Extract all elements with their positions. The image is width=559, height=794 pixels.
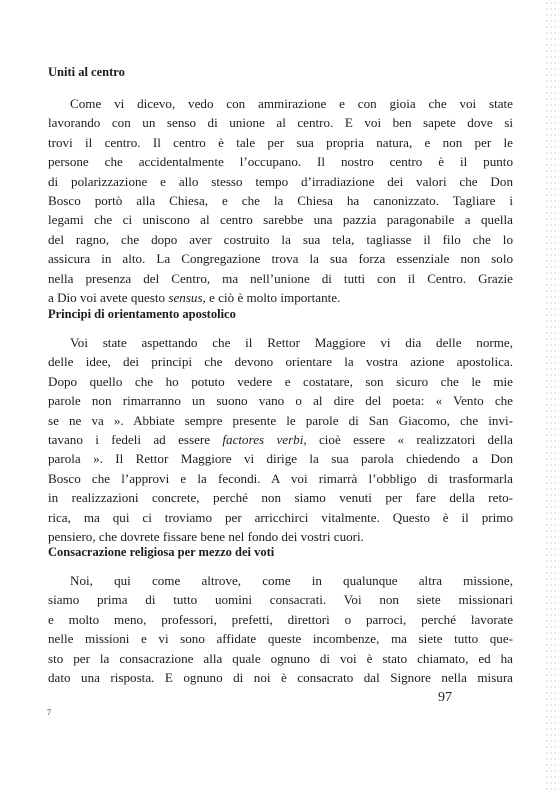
text-line: Bosco che l’approvi e la fecondi. A voi rimarrà l’obbligo di trasformarla: [48, 470, 513, 486]
paragraph-uniti-al-centro: [48, 94, 513, 307]
text-line: assicura in alto. La Congregazione trova la sua forza essenziale non solo: [48, 251, 513, 267]
text-line: legami che ci uniscono al centro sarebbe una pazzia paragonabile a quella: [48, 212, 513, 228]
text-line: sto per la consacrazione alla quale ognuno di voi è stato chiamato, ed ha: [48, 650, 513, 666]
section-heading-principi-di-orientamento: Principi di orientamento apostolico: [48, 307, 236, 321]
emphasized-term: sensus,: [168, 289, 206, 305]
text-line: lavorando con un senso di unione al centro. E voi ben sapete dove si: [48, 115, 513, 131]
text-line: del ragno, che dopo aver costruito la sua tela, tagliasse il filo che lo: [48, 231, 513, 247]
page-number: 97: [438, 690, 452, 705]
text-line: parole non rimarranno un suono vano o al dire del poeta: « Vento che: [48, 393, 513, 409]
text-line: trovi il centro. Il centro è tale per sua propria natura, e non per le: [48, 134, 513, 150]
text-line: Bosco portò alla Chiesa, e che la Chiesa ha canonizzato. Tagliare i: [48, 192, 513, 208]
text-line: a Dio voi avete questo sensus, e ciò è molto importante.: [48, 289, 341, 305]
text-line: siamo prima di tutto uomini consacrati. Voi non siete missionari: [48, 592, 513, 608]
text-line: Dopo quello che ho potuto vedere e costatare, son sicuro che le mie: [48, 373, 513, 389]
section-heading-consacrazione-religiosa: Consacrazione religiosa per mezzo dei voti: [48, 545, 275, 559]
text-line: rica, ma qui ci troviamo per arricchirci vitalmente. Questo è il primo: [48, 509, 513, 525]
paragraph-principi-di-orientamento: [48, 333, 513, 546]
paragraph-consacrazione-religiosa: [48, 571, 513, 687]
text-line: nella presenza del Centro, ma nell’unione di tutti con il Centro. Grazie: [48, 270, 513, 286]
text-line: e molto meno, professori, prefetti, direttori o parroci, perché lavorate: [48, 611, 513, 627]
section-heading-uniti-al-centro: Uniti al centro: [48, 65, 125, 79]
text-line: di polarizzazione e allo stesso tempo d’irradiazione dei valori che Don: [48, 173, 513, 189]
text-line: parola ». Il Rettor Maggiore vi dirige la sua parola chiedendo a Don: [48, 451, 513, 467]
emphasized-term: factores verbi,: [222, 431, 307, 447]
text-line: Come vi dicevo, vedo con ammirazione e con gioia che voi state: [70, 96, 513, 111]
page-edge-texture: [545, 0, 559, 794]
text-line: tavano i fedeli ad essere factores verbi, cioè essere « realizzatori della: [48, 431, 513, 447]
text-line: se ne va ». Abbiate sempre presente le parole di San Giacomo, che invi-: [48, 412, 513, 428]
text-line: Noi, qui come altrove, come in qualunque altra missione,: [70, 573, 513, 588]
text-line: dato una risposta. E ognuno di noi è consacrato dal Signore nella misura: [48, 669, 513, 685]
text-line: nelle missioni e vi sono affidate queste incombenze, ma siete tutto que-: [48, 631, 513, 647]
signature-mark: 7: [47, 708, 51, 717]
text-line: persone che accidentalmente l’occupano. Il nostro centro è il punto: [48, 154, 513, 170]
text-line: in realizzazioni concrete, perché non siamo venuti per fare della reto-: [48, 490, 513, 506]
text-line: Voi state aspettando che il Rettor Maggiore vi dia delle norme,: [70, 335, 513, 350]
text-line: pensiero, che dovrete fissare bene nel fondo dei vostri cuori.: [48, 528, 364, 544]
text-line: delle idee, dei principi che devono orientare la vostra azione apostolica.: [48, 354, 513, 370]
